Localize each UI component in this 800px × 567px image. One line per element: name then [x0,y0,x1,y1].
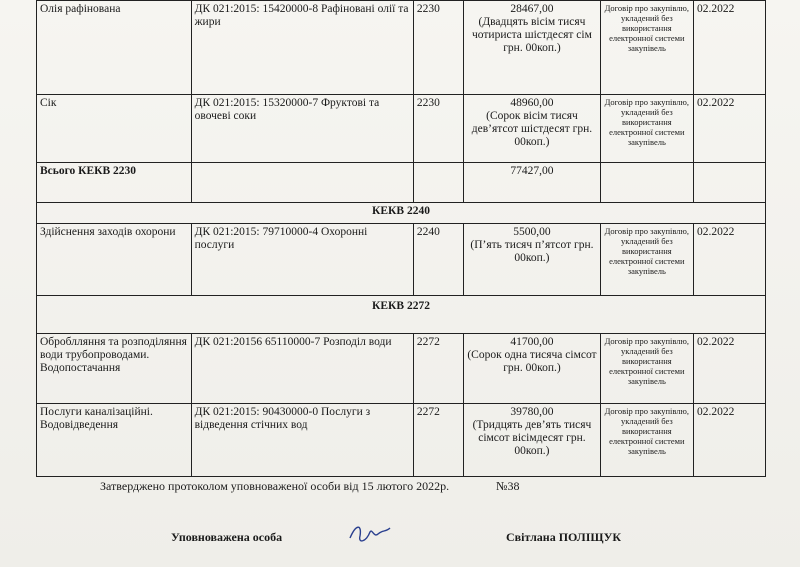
item-date: 02.2022 [694,334,766,404]
item-kekv: 2240 [413,224,463,296]
item-name: Олія рафінована [37,1,192,95]
item-procedure: Договір про закупівлю, укладений без використання електронної системи закупівель [600,95,693,163]
item-sum-words: (Тридцять дев’ять тисяч сімсот вісімдесят грн. 00коп.) [472,419,592,457]
item-sum-words: (Сорок одна тисяча сімсот грн. 00коп.) [467,349,597,374]
item-sum: 28467,00 [510,3,554,15]
section-title: КЕКВ 2272 [37,296,766,334]
table-row [37,95,766,163]
item-kekv: 2230 [413,95,463,163]
item-sum-cell [464,95,600,163]
item-code: ДК 021:2015: 15420000-8 Рафіновані олії та жири [191,1,413,95]
item-kekv: 2272 [413,334,463,404]
table-row [37,334,766,404]
item-kekv: 2272 [413,404,463,477]
section-row [37,203,766,224]
item-sum-words: (Двадцять вісім тисяч чотириста шістдесят сім грн. 00коп.) [472,16,592,54]
item-sum: 39780,00 [510,406,554,418]
total-row [37,163,766,203]
item-sum-words: (П’ять тисяч п’ятсот грн. 00коп.) [470,239,594,264]
item-sum-cell [464,404,600,477]
protocol-number: №38 [496,479,520,493]
item-date: 02.2022 [694,224,766,296]
item-sum-cell [464,1,600,95]
item-procedure: Договір про закупівлю, укладений без використання електронної системи закупівель [600,224,693,296]
item-kekv: 2230 [413,1,463,95]
signatory-title: Уповноважена особа [171,530,283,544]
item-sum-cell [464,334,600,404]
item-code: ДК 021:2015: 15320000-7 Фруктові та овочеві соки [191,95,413,163]
total-label: Всього КЕКВ 2230 [37,163,192,203]
item-date: 02.2022 [694,95,766,163]
table-row [37,224,766,296]
item-name: Сік [37,95,192,163]
handwritten-signature-icon [348,520,392,548]
item-code: ДК 021:2015: 90430000-0 Послуги з відведення стічних вод [191,404,413,477]
item-code: ДК 021:20156 65110000-7 Розподіл води [191,334,413,404]
item-procedure: Договір про закупівлю, укладений без використання електронної системи закупівель [600,1,693,95]
item-name: Оброблляння та розподіляння води трубопроводами. Водопостачання [37,334,192,404]
table-row [37,404,766,477]
procurement-table [36,0,766,477]
total-sum: 77427,00 [464,163,600,203]
item-sum: 41700,00 [510,336,554,348]
item-sum: 48960,00 [510,97,554,109]
item-procedure: Договір про закупівлю, укладений без використання електронної системи закупівель [600,334,693,404]
item-name: Послуги каналізаційні. Водовідведення [37,404,192,477]
item-sum: 5500,00 [513,226,551,238]
approval-note: Затверджено протоколом уповноваженої особи від 15 лютого 2022р. [100,479,450,493]
table-row [37,1,766,95]
item-procedure: Договір про закупівлю, укладений без використання електронної системи закупівель [600,404,693,477]
section-row [37,296,766,334]
item-code: ДК 021:2015: 79710000-4 Охоронні послуги [191,224,413,296]
item-sum-cell [464,224,600,296]
item-date: 02.2022 [694,404,766,477]
item-name: Здійснення заходів охорони [37,224,192,296]
signatory-name: Світлана ПОЛІЩУК [506,530,622,544]
item-sum-words: (Сорок вісім тисяч дев’ятсот шістдесят грн. 00коп.) [471,110,593,148]
section-title: КЕКВ 2240 [37,203,766,224]
item-date: 02.2022 [694,1,766,95]
